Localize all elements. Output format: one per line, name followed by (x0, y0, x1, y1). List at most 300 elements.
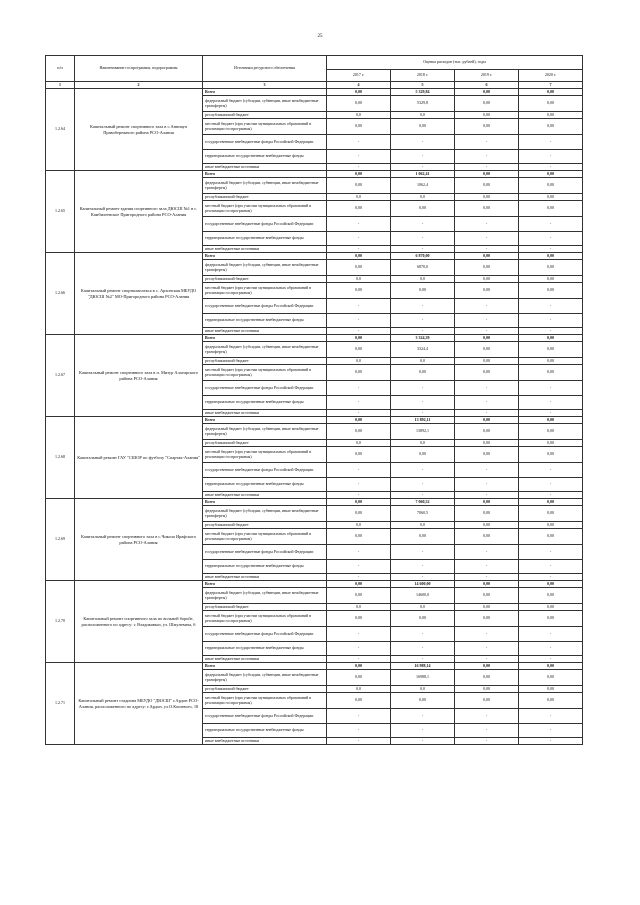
amount-cell: 0,00 (391, 119, 455, 135)
amount-cell: 0,00 (455, 522, 519, 529)
amount-cell: 0,00 (455, 253, 519, 260)
source-label: федеральный бюджет (субсидии, субвенции, иные межбюджетные трансферты) (203, 588, 327, 604)
amount-cell: 0,00 (327, 424, 391, 440)
amount-cell: 0,00 (327, 335, 391, 342)
source-label: республиканский бюджет (203, 522, 327, 529)
amount-cell: 0,00 (327, 253, 391, 260)
amount-cell: - (519, 574, 583, 581)
amount-cell: - (455, 246, 519, 253)
amount-cell: - (455, 299, 519, 314)
amount-cell: 0,00 (519, 276, 583, 283)
amount-cell: - (327, 410, 391, 417)
source-label: местный бюджет (при участии муниципальных образований в реализации госпрограммы) (203, 611, 327, 627)
amount-cell: 0,00 (519, 506, 583, 522)
program-name: Капитальный ремонт спортивного зала в п. Мизур Алагирского района РСО-Алания (75, 335, 203, 417)
amount-cell: 0,00 (455, 506, 519, 522)
amount-cell: - (519, 232, 583, 246)
amount-cell: - (455, 217, 519, 232)
amount-cell: 0,00 (455, 260, 519, 276)
amount-cell: - (455, 545, 519, 560)
amount-cell: 0,00 (327, 365, 391, 381)
amount-cell: 0,0 (391, 686, 455, 693)
source-label: Всего (203, 335, 327, 342)
amount-cell: - (519, 410, 583, 417)
source-label: иные внебюджетные источники (203, 246, 327, 253)
amount-cell: - (327, 150, 391, 164)
source-label: республиканский бюджет (203, 358, 327, 365)
source-label: территориальные государственные внебюджетные фонды (203, 478, 327, 492)
amount-cell: 0,00 (327, 119, 391, 135)
amount-cell: - (327, 232, 391, 246)
amount-cell: 0,00 (519, 522, 583, 529)
source-label: иные внебюджетные источники (203, 738, 327, 745)
amount-cell: - (455, 627, 519, 642)
amount-cell: - (455, 328, 519, 335)
source-label: государственные внебюджетные фонды Российской Федерации (203, 463, 327, 478)
amount-cell: - (519, 150, 583, 164)
amount-cell: 0,00 (455, 686, 519, 693)
amount-cell: - (519, 381, 583, 396)
amount-cell: - (327, 328, 391, 335)
amount-cell: 0,00 (519, 335, 583, 342)
amount-cell: 0,00 (327, 178, 391, 194)
program-code: 1.2.70 (46, 581, 75, 663)
amount-cell: 0,00 (519, 365, 583, 381)
amount-cell: - (327, 656, 391, 663)
source-label: территориальные государственные внебюджетные фонды (203, 314, 327, 328)
amount-cell: - (519, 299, 583, 314)
column-number: 3 (203, 82, 327, 89)
amount-cell: 0,00 (391, 529, 455, 545)
amount-cell: - (455, 738, 519, 745)
amount-cell: - (455, 574, 519, 581)
header-year: 2018 г. (391, 70, 455, 82)
amount-cell: - (519, 545, 583, 560)
amount-cell: 0,00 (327, 693, 391, 709)
amount-cell: 0,00 (519, 447, 583, 463)
amount-cell: 0,00 (519, 440, 583, 447)
amount-cell: - (455, 560, 519, 574)
amount-cell: - (327, 135, 391, 150)
amount-cell: - (327, 299, 391, 314)
amount-cell: - (327, 627, 391, 642)
table-row (46, 335, 583, 342)
amount-cell: - (455, 478, 519, 492)
amount-cell: 0,00 (455, 194, 519, 201)
page-number: 25 (317, 34, 323, 39)
amount-cell: - (391, 545, 455, 560)
amount-cell: - (327, 478, 391, 492)
amount-cell: 0,00 (327, 581, 391, 588)
amount-cell: - (391, 492, 455, 499)
amount-cell: - (391, 232, 455, 246)
source-label: территориальные государственные внебюджетные фонды (203, 642, 327, 656)
amount-cell: - (391, 709, 455, 724)
source-label: государственные внебюджетные фонды Российской Федерации (203, 299, 327, 314)
amount-cell: - (391, 314, 455, 328)
amount-cell: - (455, 164, 519, 171)
program-code: 1.2.67 (46, 335, 75, 417)
column-number: 6 (455, 82, 519, 89)
source-label: Всего (203, 417, 327, 424)
amount-cell: 0,00 (519, 342, 583, 358)
source-label: республиканский бюджет (203, 440, 327, 447)
amount-cell: 0,00 (455, 342, 519, 358)
amount-cell: 0,00 (455, 588, 519, 604)
amount-cell: - (455, 492, 519, 499)
header-estimate: Оценка расходов (тыс. рублей), годы (327, 56, 583, 70)
amount-cell: 0,00 (519, 588, 583, 604)
amount-cell: 0,00 (519, 201, 583, 217)
amount-cell: 0,00 (519, 417, 583, 424)
source-label: республиканский бюджет (203, 686, 327, 693)
amount-cell: 0,00 (327, 283, 391, 299)
column-number: 4 (327, 82, 391, 89)
source-label: федеральный бюджет (субсидии, субвенции, иные межбюджетные трансферты) (203, 260, 327, 276)
amount-cell: 0,00 (455, 693, 519, 709)
amount-cell: 0,00 (519, 178, 583, 194)
amount-cell: 0,0 (327, 686, 391, 693)
amount-cell: 6 870,00 (391, 253, 455, 260)
program-code: 1.2.71 (46, 663, 75, 745)
amount-cell: 0,00 (327, 588, 391, 604)
amount-cell: 0,00 (519, 89, 583, 96)
amount-cell: - (455, 232, 519, 246)
amount-cell: - (455, 396, 519, 410)
amount-cell: 0,00 (327, 201, 391, 217)
amount-cell: 0,00 (327, 89, 391, 96)
source-label: государственные внебюджетные фонды Российской Федерации (203, 627, 327, 642)
source-label: территориальные государственные внебюджетные фонды (203, 560, 327, 574)
amount-cell: 0,00 (327, 611, 391, 627)
amount-cell: 13 892,11 (391, 417, 455, 424)
amount-cell: 0,0 (391, 604, 455, 611)
amount-cell: 5329,8 (391, 96, 455, 112)
amount-cell: 1062,4 (391, 178, 455, 194)
amount-cell: - (327, 545, 391, 560)
source-label: государственные внебюджетные фонды Российской Федерации (203, 135, 327, 150)
header-num: п/п (46, 56, 75, 82)
amount-cell: 0,00 (455, 365, 519, 381)
amount-cell: - (391, 396, 455, 410)
amount-cell: 0,00 (391, 365, 455, 381)
amount-cell: 0,00 (455, 201, 519, 217)
amount-cell: 0,00 (455, 358, 519, 365)
source-label: местный бюджет (при участии муниципальных образований в реализации госпрограммы) (203, 529, 327, 545)
column-number: 2 (75, 82, 203, 89)
header-year: 2019 г. (455, 70, 519, 82)
source-label: местный бюджет (при участии муниципальных образований в реализации госпрограммы) (203, 119, 327, 135)
amount-cell: 0,0 (327, 276, 391, 283)
amount-cell: 0,00 (327, 506, 391, 522)
amount-cell: - (519, 627, 583, 642)
amount-cell: 0,00 (455, 529, 519, 545)
source-label: федеральный бюджет (субсидии, субвенции, иные межбюджетные трансферты) (203, 424, 327, 440)
amount-cell: 0,00 (327, 670, 391, 686)
source-label: федеральный бюджет (субсидии, субвенции, иные межбюджетные трансферты) (203, 670, 327, 686)
source-label: государственные внебюджетные фонды Российской Федерации (203, 709, 327, 724)
amount-cell: 0,00 (519, 686, 583, 693)
amount-cell: - (327, 642, 391, 656)
source-label: Всего (203, 171, 327, 178)
amount-cell: 0,00 (519, 253, 583, 260)
amount-cell: - (391, 381, 455, 396)
amount-cell: 1 062,41 (391, 171, 455, 178)
amount-cell: 0,00 (519, 358, 583, 365)
source-label: местный бюджет (при участии муниципальных образований в реализации госпрограммы) (203, 201, 327, 217)
amount-cell: 0,00 (519, 283, 583, 299)
program-name: Капитальный ремонт здания спортивного зала ДЮСШ №1 в с. Камбилеевское Пригородного района РСО-Алания (75, 171, 203, 253)
amount-cell: 0,00 (519, 171, 583, 178)
amount-cell: 0,00 (327, 260, 391, 276)
source-label: Всего (203, 499, 327, 506)
amount-cell: - (327, 217, 391, 232)
source-label: иные внебюджетные источники (203, 410, 327, 417)
amount-cell: - (391, 724, 455, 738)
amount-cell: 0,00 (519, 260, 583, 276)
amount-cell: - (519, 709, 583, 724)
amount-cell: 0,00 (327, 96, 391, 112)
source-label: государственные внебюджетные фонды Российской Федерации (203, 545, 327, 560)
amount-cell: - (455, 410, 519, 417)
source-label: федеральный бюджет (субсидии, субвенции, иные межбюджетные трансферты) (203, 178, 327, 194)
amount-cell: 0,00 (391, 693, 455, 709)
amount-cell: - (391, 642, 455, 656)
table-row (46, 663, 583, 670)
amount-cell: 0,00 (519, 663, 583, 670)
amount-cell: - (519, 396, 583, 410)
amount-cell: 0,00 (391, 447, 455, 463)
amount-cell: 0,00 (519, 581, 583, 588)
program-name: Капитальный ремонт спортивного зала в с.Чикола Ирафского района РСО-Алания (75, 499, 203, 581)
amount-cell: - (519, 314, 583, 328)
amount-cell: 0,00 (455, 670, 519, 686)
amount-cell: 0,0 (327, 522, 391, 529)
source-label: местный бюджет (при участии муниципальных образований в реализации госпрограммы) (203, 693, 327, 709)
amount-cell: 0,0 (327, 358, 391, 365)
amount-cell: 0,00 (455, 178, 519, 194)
amount-cell: - (519, 164, 583, 171)
amount-cell: - (455, 656, 519, 663)
amount-cell: 0,00 (455, 171, 519, 178)
amount-cell: 0,00 (391, 283, 455, 299)
source-label: территориальные государственные внебюджетные фонды (203, 150, 327, 164)
source-label: республиканский бюджет (203, 604, 327, 611)
amount-cell: - (455, 642, 519, 656)
amount-cell: 0,00 (455, 440, 519, 447)
source-label: государственные внебюджетные фонды Российской Федерации (203, 381, 327, 396)
amount-cell: 0,00 (455, 283, 519, 299)
amount-cell: 0,00 (519, 119, 583, 135)
amount-cell: 6870,0 (391, 260, 455, 276)
amount-cell: - (391, 299, 455, 314)
amount-cell: 0,00 (455, 611, 519, 627)
source-label: иные внебюджетные источники (203, 656, 327, 663)
amount-cell: - (519, 135, 583, 150)
amount-cell: 16 988,14 (391, 663, 455, 670)
amount-cell: 0,00 (327, 171, 391, 178)
amount-cell: - (391, 246, 455, 253)
amount-cell: 0,0 (391, 358, 455, 365)
source-label: республиканский бюджет (203, 276, 327, 283)
source-label: местный бюджет (при участии муниципальных образований в реализации госпрограммы) (203, 283, 327, 299)
source-label: федеральный бюджет (субсидии, субвенции, иные межбюджетные трансферты) (203, 96, 327, 112)
table-row (46, 171, 583, 178)
amount-cell: - (519, 478, 583, 492)
resource-table (45, 55, 583, 745)
amount-cell: - (391, 656, 455, 663)
table-row (46, 499, 583, 506)
amount-cell: - (391, 135, 455, 150)
amount-cell: - (327, 164, 391, 171)
amount-cell: - (391, 478, 455, 492)
amount-cell: 0,00 (455, 663, 519, 670)
amount-cell: - (519, 738, 583, 745)
amount-cell: 0,0 (391, 522, 455, 529)
amount-cell: - (327, 574, 391, 581)
source-label: местный бюджет (при участии муниципальных образований в реализации госпрограммы) (203, 365, 327, 381)
program-name: Капитальный ремонт спорткомплекса в с. Архонская МБУДО "ДЮСШ №2" МО-Пригородного района РСО-Алания (75, 253, 203, 335)
amount-cell: 0,0 (391, 194, 455, 201)
program-name: Капитальный ремонт спортивного зала в с.Анниауп Правобережного района РСО-Алания (75, 89, 203, 171)
amount-cell: 0,00 (519, 424, 583, 440)
amount-cell: 3324,4 (391, 342, 455, 358)
amount-cell: - (391, 738, 455, 745)
amount-cell: - (455, 150, 519, 164)
amount-cell: 5 329,84 (391, 89, 455, 96)
amount-cell: 0,0 (327, 440, 391, 447)
amount-cell: 0,00 (455, 604, 519, 611)
amount-cell: - (327, 381, 391, 396)
header-name: Наименование госпрограммы, подпрограммы (75, 56, 203, 82)
amount-cell: 0,00 (455, 96, 519, 112)
amount-cell: 0,00 (455, 112, 519, 119)
amount-cell: - (391, 217, 455, 232)
source-label: государственные внебюджетные фонды Российской Федерации (203, 217, 327, 232)
table-row (46, 417, 583, 424)
amount-cell: 0,00 (455, 424, 519, 440)
source-label: федеральный бюджет (субсидии, субвенции, иные межбюджетные трансферты) (203, 342, 327, 358)
amount-cell: - (327, 246, 391, 253)
amount-cell: - (327, 396, 391, 410)
source-label: Всего (203, 663, 327, 670)
amount-cell: - (455, 135, 519, 150)
amount-cell: - (455, 314, 519, 328)
amount-cell: - (455, 463, 519, 478)
amount-cell: 0,00 (519, 693, 583, 709)
amount-cell: - (391, 410, 455, 417)
source-label: территориальные государственные внебюджетные фонды (203, 396, 327, 410)
amount-cell: - (519, 724, 583, 738)
amount-cell: 0,00 (327, 529, 391, 545)
amount-cell: 0,00 (519, 529, 583, 545)
amount-cell: - (327, 724, 391, 738)
source-label: Всего (203, 89, 327, 96)
amount-cell: - (391, 150, 455, 164)
amount-cell: 0,0 (327, 604, 391, 611)
amount-cell: 0,00 (519, 670, 583, 686)
table-row (46, 581, 583, 588)
amount-cell: 0,00 (519, 112, 583, 119)
amount-cell: - (327, 314, 391, 328)
amount-cell: 0,00 (327, 417, 391, 424)
amount-cell: 14 600,00 (391, 581, 455, 588)
amount-cell: 0,00 (455, 447, 519, 463)
header-source: Источники ресурсного обеспечения (203, 56, 327, 82)
amount-cell: 0,0 (391, 276, 455, 283)
source-label: республиканский бюджет (203, 194, 327, 201)
program-name: Капитальный ремонт спортивного зала по вольной борьбе, расположенного по адресу: г. Владикавказ, ул. Шмулевича, 6 (75, 581, 203, 663)
header-year: 2017 г. (327, 70, 391, 82)
amount-cell: 0,00 (327, 447, 391, 463)
source-label: иные внебюджетные источники (203, 164, 327, 171)
amount-cell: - (391, 463, 455, 478)
amount-cell: - (519, 656, 583, 663)
amount-cell: - (519, 492, 583, 499)
amount-cell: 16988,1 (391, 670, 455, 686)
source-label: территориальные государственные внебюджетные фонды (203, 232, 327, 246)
column-number: 5 (391, 82, 455, 89)
amount-cell: - (519, 217, 583, 232)
amount-cell: 0,00 (519, 611, 583, 627)
amount-cell: 0,00 (455, 276, 519, 283)
amount-cell: - (391, 328, 455, 335)
column-number: 1 (46, 82, 75, 89)
program-code: 1.2.68 (46, 417, 75, 499)
amount-cell: 0,00 (327, 499, 391, 506)
column-number: 7 (519, 82, 583, 89)
amount-cell: - (327, 560, 391, 574)
amount-cell: - (519, 642, 583, 656)
source-label: местный бюджет (при участии муниципальных образований в реализации госпрограммы) (203, 447, 327, 463)
amount-cell: - (327, 492, 391, 499)
amount-cell: - (519, 560, 583, 574)
source-label: территориальные государственные внебюджетные фонды (203, 724, 327, 738)
source-label: федеральный бюджет (субсидии, субвенции, иные межбюджетные трансферты) (203, 506, 327, 522)
amount-cell: - (519, 328, 583, 335)
program-name: Капитальный ремонт стадиона МБУДО "ДЮСШ" г.Ардон РСО-Алания, расположенного по адресу: г.Ардон, ул.О.Кошевого, 18 (75, 663, 203, 745)
source-label: иные внебюджетные источники (203, 328, 327, 335)
amount-cell: 0,0 (391, 112, 455, 119)
source-label: республиканский бюджет (203, 112, 327, 119)
source-label: иные внебюджетные источники (203, 574, 327, 581)
table-row (46, 253, 583, 260)
amount-cell: - (519, 463, 583, 478)
program-code: 1.2.69 (46, 499, 75, 581)
amount-cell: 13892,1 (391, 424, 455, 440)
amount-cell: 0,0 (391, 440, 455, 447)
amount-cell: 0,00 (455, 417, 519, 424)
amount-cell: 0,00 (327, 342, 391, 358)
amount-cell: - (391, 627, 455, 642)
source-label: Всего (203, 581, 327, 588)
program-name: Капитальный ремонт ГАУ "СШОР по футболу "Спартак-Алания" (75, 417, 203, 499)
amount-cell: 14600,0 (391, 588, 455, 604)
amount-cell: 0,00 (455, 335, 519, 342)
amount-cell: 0,00 (391, 611, 455, 627)
amount-cell: 7 060,52 (391, 499, 455, 506)
amount-cell: 0,00 (391, 201, 455, 217)
program-code: 1.2.66 (46, 253, 75, 335)
source-label: Всего (203, 253, 327, 260)
amount-cell: 0,00 (455, 499, 519, 506)
amount-cell: 0,00 (455, 581, 519, 588)
amount-cell: 3 324,39 (391, 335, 455, 342)
amount-cell: - (327, 738, 391, 745)
amount-cell: - (327, 709, 391, 724)
amount-cell: - (391, 164, 455, 171)
source-label: иные внебюджетные источники (203, 492, 327, 499)
